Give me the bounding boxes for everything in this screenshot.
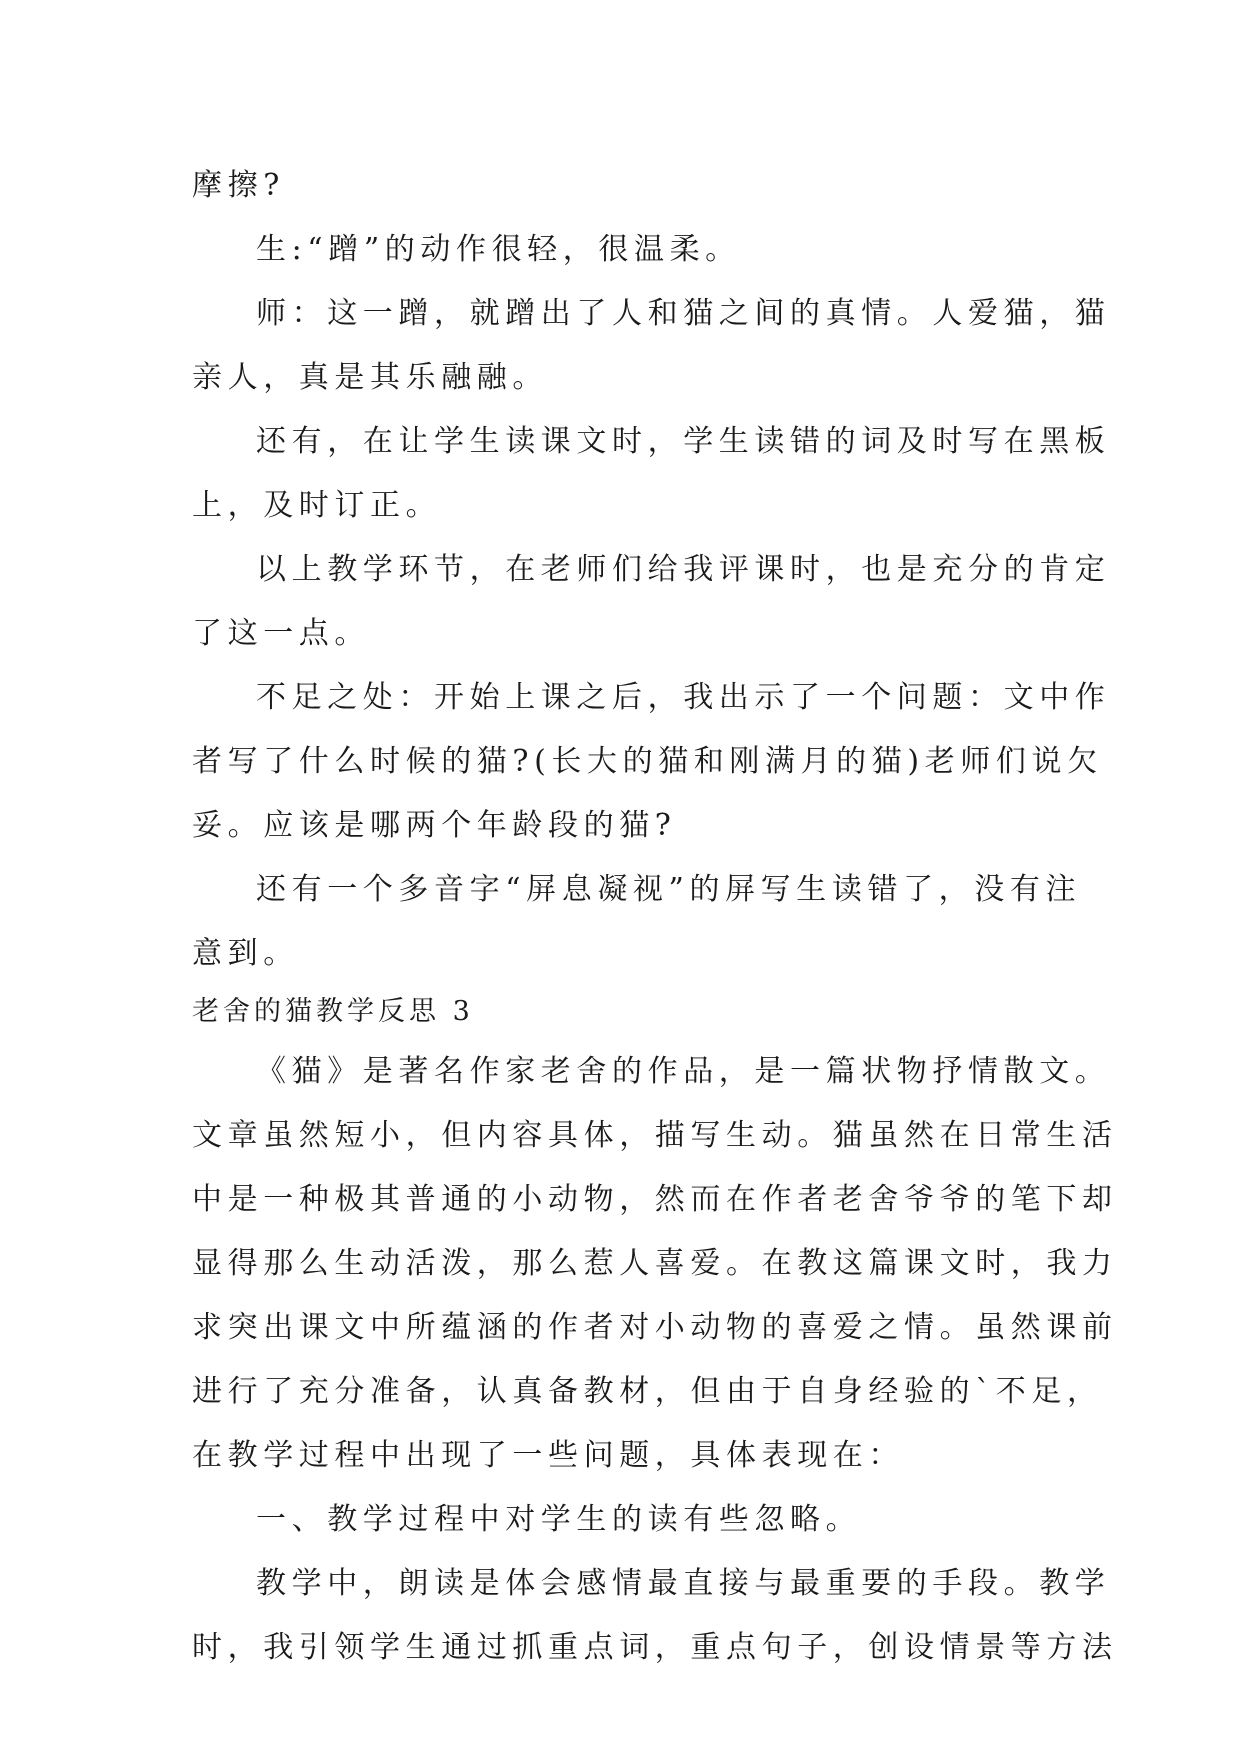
text-line: 以上教学环节，在老师们给我评课时，也是充分的肯定 [256,552,1111,587]
text-line: 生:“蹭”的动作很轻，很温柔。 [256,232,741,267]
text-line: 在教学过程中出现了一些问题，具体表现在： [192,1438,904,1473]
text-line: 一、教学过程中对学生的读有些忽略。 [256,1502,862,1537]
text-line: 师：这一蹭，就蹭出了人和猫之间的真情。人爱猫，猫 [256,296,1111,331]
text-line: 显得那么生动活泼，那么惹人喜爱。在教这篇课文时，我力 [192,1246,1118,1281]
text-line: 意到。 [192,936,299,971]
text-line: 摩擦? [192,168,285,203]
text-line: 还有一个多音字“屏息凝视”的屏写生读错了，没有注 [256,872,1082,907]
text-line: 文章虽然短小，但内容具体，描写生动。猫虽然在日常生活 [192,1118,1118,1153]
text-line: 时，我引领学生通过抓重点词，重点句子，创设情景等方法 [192,1630,1118,1665]
text-line: 中是一种极其普通的小动物，然而在作者老舍爷爷的笔下却 [192,1182,1118,1217]
text-line: 妥。应该是哪两个年龄段的猫? [192,808,677,843]
text-line: 了这一点。 [192,616,370,651]
text-line: 求突出课文中所蕴涵的作者对小动物的喜爱之情。虽然课前 [192,1310,1118,1345]
text-line: 进行了充分准备，认真备教材，但由于自身经验的`不足， [192,1374,1103,1409]
section-heading: 老舍的猫教学反思 3 [192,996,474,1027]
text-line: 上，及时订正。 [192,488,442,523]
text-line: 教学中，朗读是体会感情最直接与最重要的手段。教学 [256,1566,1111,1601]
text-line: 《猫》是著名作家老舍的作品，是一篇状物抒情散文。 [256,1054,1111,1089]
text-line: 者写了什么时候的猫?(长大的猫和刚满月的猫)老师们说欠 [192,744,1103,779]
text-line: 亲人，真是其乐融融。 [192,360,548,395]
text-line: 还有，在让学生读课文时，学生读错的词及时写在黑板 [256,424,1111,459]
text-line: 不足之处：开始上课之后，我出示了一个问题：文中作 [256,680,1111,715]
